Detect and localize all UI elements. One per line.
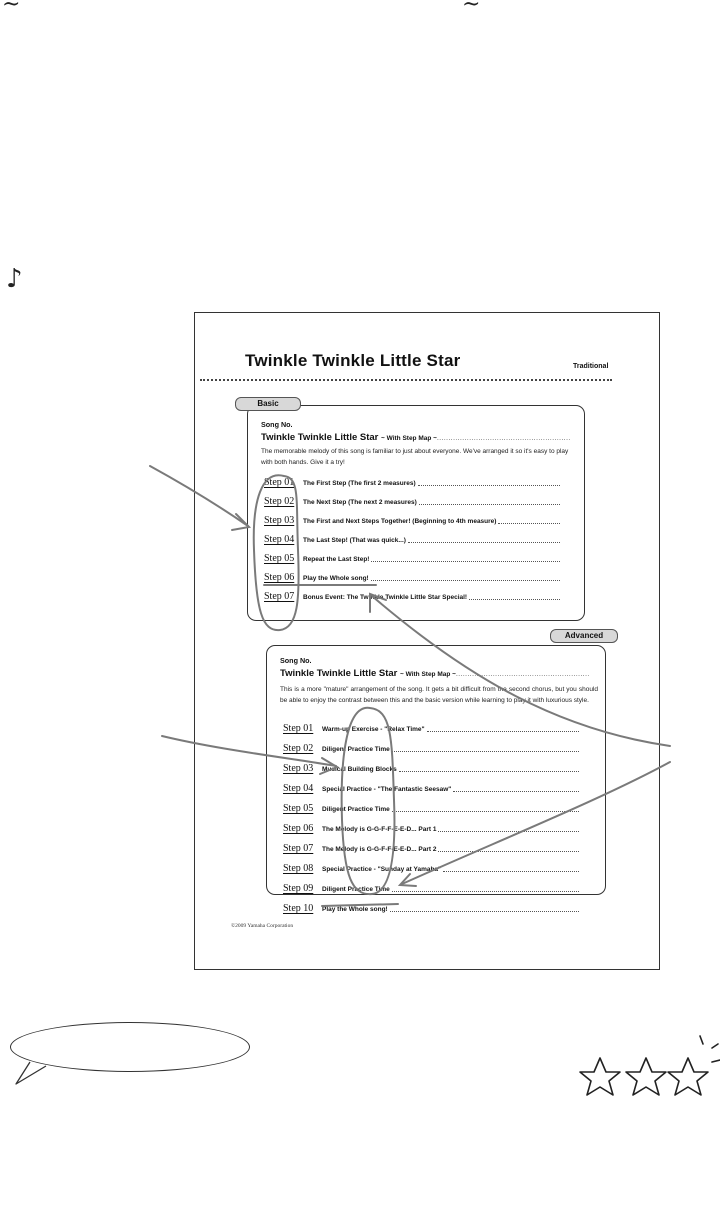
basic-step-label: Step 01 xyxy=(264,477,295,488)
star-outline-icon xyxy=(580,1058,620,1095)
basic-song-no-label: Song No. xyxy=(261,420,293,429)
advanced-step-row[interactable] xyxy=(283,860,583,874)
copyright-notice: ©2009 Yamaha Corporation xyxy=(231,923,294,929)
advanced-step-label: Step 05 xyxy=(283,803,314,814)
basic-step-row[interactable] xyxy=(264,569,564,583)
advanced-song-title-text: Twinkle Twinkle Little Star xyxy=(280,668,398,679)
basic-step-text: Play the Whole song! xyxy=(303,575,369,582)
basic-step-label: Step 02 xyxy=(264,496,295,507)
advanced-step-label: Step 09 xyxy=(283,883,314,894)
basic-step-label: Step 05 xyxy=(264,553,295,564)
advanced-step-text: Diligent Practice Time xyxy=(322,806,390,813)
advanced-step-row[interactable] xyxy=(283,760,583,774)
advanced-song-title: Twinkle Twinkle Little Star ~ With Step Map ~.......................................................... xyxy=(280,668,590,679)
advanced-step-label: Step 06 xyxy=(283,823,314,834)
sheet-title: Twinkle Twinkle Little Star xyxy=(245,351,461,370)
basic-step-text: The Next Step (The next 2 measures) xyxy=(303,499,417,506)
advanced-step-label: Step 07 xyxy=(283,843,314,854)
advanced-step-row[interactable] xyxy=(283,840,583,854)
advanced-step-text: Diligent Practice Time xyxy=(322,886,390,893)
advanced-song-no-label: Song No. xyxy=(280,656,312,665)
advanced-step-row[interactable] xyxy=(283,720,583,734)
advanced-step-text: Special Practice - "Sunday at Yamaha" xyxy=(322,866,442,873)
basic-step-row[interactable] xyxy=(264,588,564,602)
basic-step-text: Repeat the Last Step! xyxy=(303,556,370,563)
basic-step-row[interactable] xyxy=(264,474,564,488)
advanced-step-row[interactable] xyxy=(283,820,583,834)
advanced-step-row[interactable] xyxy=(283,780,583,794)
advanced-step-text: Play the Whole song! xyxy=(322,906,388,913)
advanced-step-label: Step 04 xyxy=(283,783,314,794)
advanced-step-label: Step 08 xyxy=(283,863,314,874)
advanced-song-subtitle: ~ With Step Map ~ xyxy=(400,671,456,678)
score-sheet xyxy=(194,312,660,970)
basic-step-row[interactable] xyxy=(264,512,564,526)
advanced-step-label: Step 01 xyxy=(283,723,314,734)
tab-advanced[interactable]: Advanced xyxy=(550,629,618,643)
basic-step-label: Step 04 xyxy=(264,534,295,545)
sparkle-icon xyxy=(700,1036,703,1044)
advanced-step-row[interactable] xyxy=(283,880,583,894)
sparkle-icon xyxy=(712,1044,718,1048)
star-outline-icon xyxy=(626,1058,666,1095)
advanced-step-row[interactable] xyxy=(283,800,583,814)
advanced-step-text: The Melody is G-G-F-F-E-E-D... Part 2 xyxy=(322,846,437,853)
basic-step-text: Bonus Event: The Twinkle Twinkle Little Star Special! xyxy=(303,594,468,601)
basic-step-label: Step 03 xyxy=(264,515,295,526)
basic-step-text: The Last Step! (That was quick...) xyxy=(303,537,406,544)
sparkle-icon xyxy=(712,1060,720,1062)
tilde-mark-left: ~ xyxy=(2,0,21,17)
advanced-description: This is a more "mature" arrangement of the song. It gets a bit difficult from the second chorus, but you should be able to enjoy the contrast between this and the basic version while learning to play it with luxurious style. xyxy=(280,686,598,704)
advanced-step-label: Step 03 xyxy=(283,763,314,774)
advanced-step-text: Musical Building Blocks xyxy=(322,766,397,773)
tilde-mark-right: ~ xyxy=(462,0,481,17)
basic-step-text: The First and Next Steps Together! (Beginning to 4th measure) xyxy=(303,518,497,525)
basic-song-title: Twinkle Twinkle Little Star ~ With Step Map ~.......................................................... xyxy=(261,432,571,443)
advanced-step-text: The Melody is G-G-F-F-E-E-D... Part 1 xyxy=(322,826,437,833)
advanced-step-label: Step 10 xyxy=(283,903,314,914)
advanced-step-text: Diligent Practice Time xyxy=(322,746,390,753)
basic-song-subtitle: ~ With Step Map ~ xyxy=(381,435,437,442)
dotted-rule xyxy=(200,379,612,381)
speech-bubble-tail xyxy=(16,1062,46,1084)
speech-bubble xyxy=(10,1022,250,1072)
music-note-icon: ♪ xyxy=(6,264,23,294)
basic-step-label: Step 06 xyxy=(264,572,295,583)
advanced-section xyxy=(266,645,606,914)
basic-step-row[interactable] xyxy=(264,531,564,545)
advanced-step-row[interactable] xyxy=(283,900,583,914)
star-outline-icon xyxy=(668,1058,708,1095)
basic-step-text: The First Step (The first 2 measures) xyxy=(303,480,416,487)
basic-step-label: Step 07 xyxy=(264,591,295,602)
advanced-step-row[interactable] xyxy=(283,740,583,754)
basic-song-title-text: Twinkle Twinkle Little Star xyxy=(261,432,379,443)
basic-section xyxy=(247,405,585,621)
advanced-step-text: Warm-up Exercise - "Relax Time" xyxy=(322,726,425,733)
basic-step-row[interactable] xyxy=(264,493,564,507)
advanced-step-label: Step 02 xyxy=(283,743,314,754)
tab-basic[interactable]: Basic xyxy=(235,397,301,411)
basic-step-row[interactable] xyxy=(264,550,564,564)
basic-description: The memorable melody of this song is familiar to just about everyone. We've arranged it so it's easy to play with both hands. Give it a try! xyxy=(261,448,569,466)
sheet-composer: Traditional xyxy=(573,363,609,370)
advanced-step-text: Special Practice - "The Fantastic Seesaw" xyxy=(322,786,452,793)
